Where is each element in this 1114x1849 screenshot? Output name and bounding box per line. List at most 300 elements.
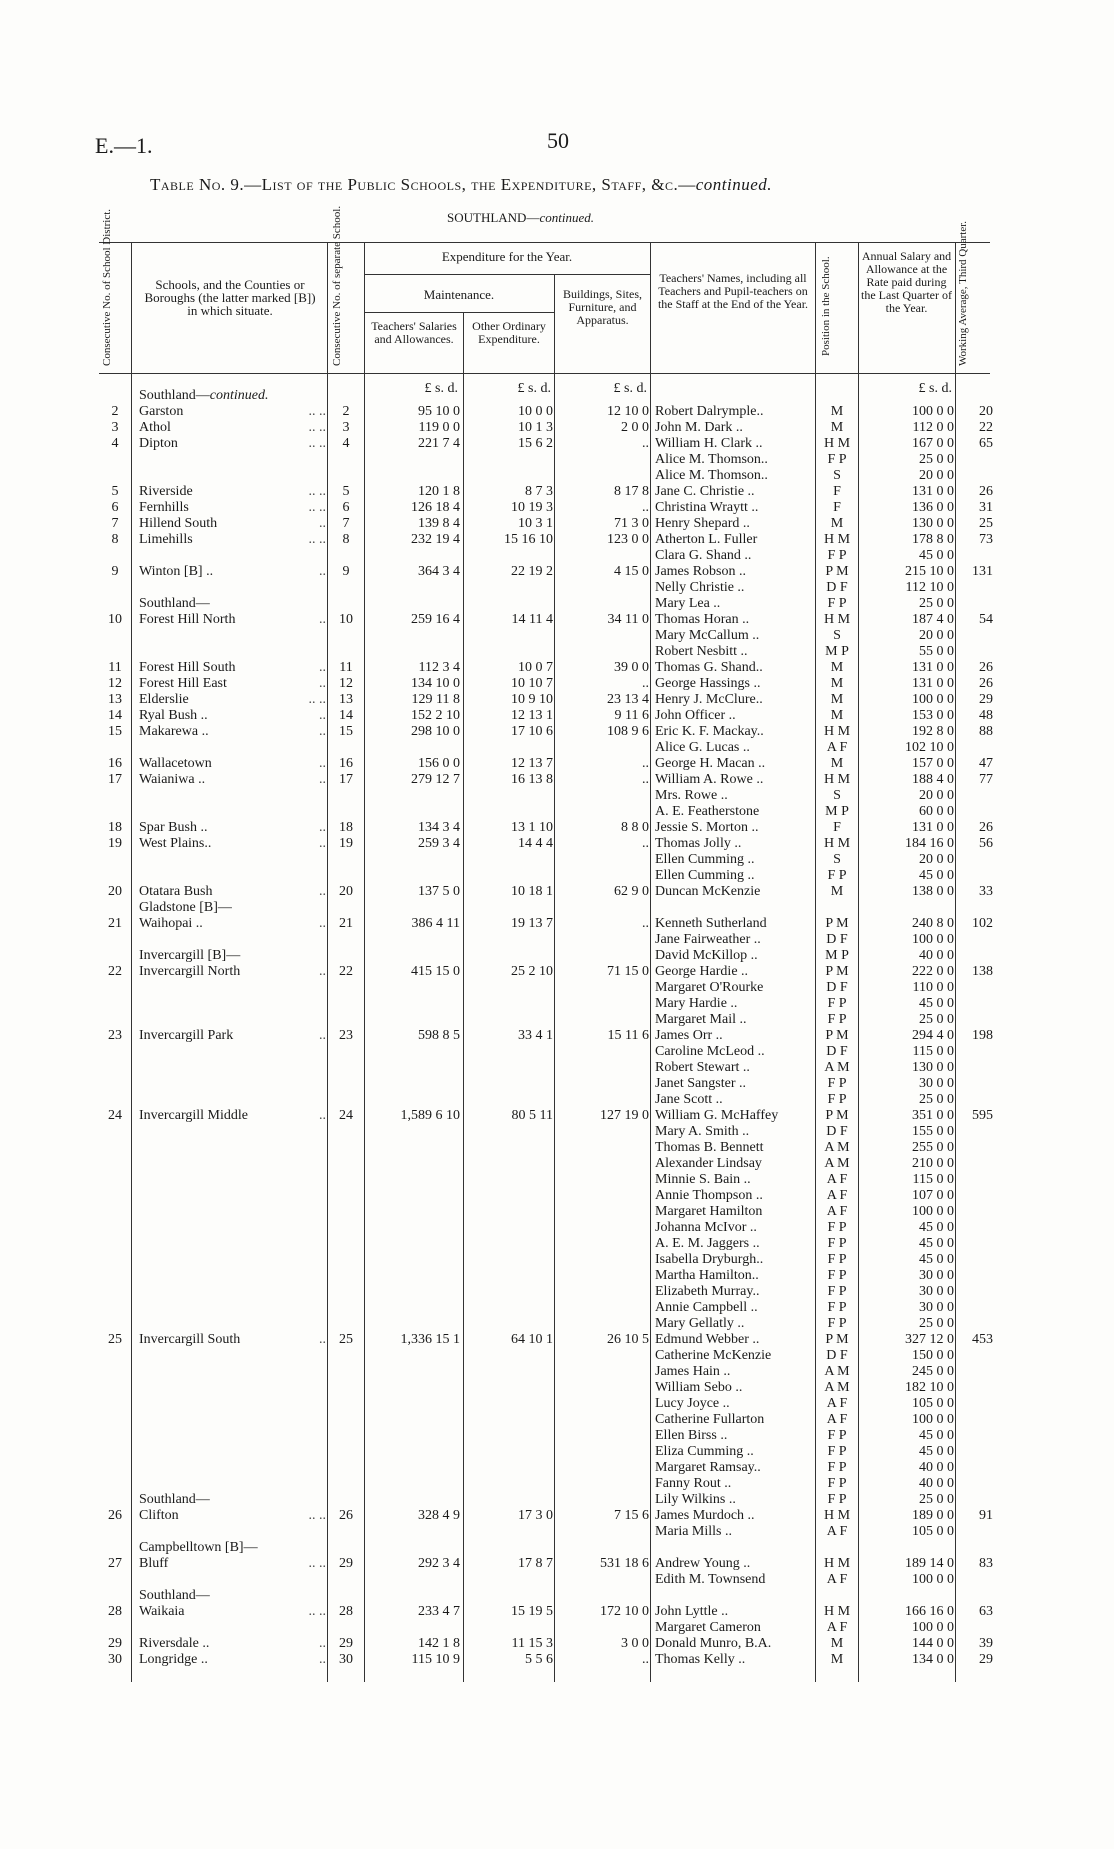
working-average: 39 — [979, 1636, 993, 1651]
leader-dots: .. .. — [308, 532, 326, 547]
school-number: 23 — [339, 1028, 353, 1043]
teacher-name: David McKillop .. — [655, 948, 758, 963]
teacher-name: Mary McCallum .. — [655, 628, 760, 643]
working-average: 77 — [979, 772, 993, 787]
salaries-amount: 364 3 4 — [418, 564, 460, 579]
district-number: 3 — [111, 420, 119, 435]
leader-dots: .. — [319, 1108, 326, 1123]
position: H M — [823, 612, 851, 627]
position: M — [830, 660, 844, 675]
other-expenditure-amount: 17 3 0 — [518, 1508, 553, 1523]
district-number: 27 — [108, 1556, 122, 1571]
leader-dots: .. — [319, 820, 326, 835]
other-expenditure-amount: 14 4 4 — [518, 836, 553, 851]
working-average: 63 — [979, 1604, 993, 1619]
buildings-amount: 9 11 6 — [614, 708, 649, 723]
school-name: Limehills — [139, 532, 193, 547]
annual-salary: 30 0 0 — [919, 1300, 954, 1315]
table-top-rule — [99, 242, 990, 243]
col-divider-9 — [955, 242, 956, 1682]
position: M — [830, 420, 844, 435]
annual-salary: 166 16 0 — [905, 1604, 954, 1619]
school-number: 10 — [339, 612, 353, 627]
teacher-name: Janet Sangster .. — [655, 1076, 746, 1091]
teacher-name: Robert Stewart .. — [655, 1060, 750, 1075]
school-name: Winton [B] .. — [139, 564, 214, 579]
annual-salary: 45 0 0 — [919, 1444, 954, 1459]
position: A M — [824, 1364, 850, 1379]
position: D F — [826, 1348, 848, 1363]
leader-dots: .. .. — [308, 692, 326, 707]
position: F P — [827, 996, 847, 1011]
leader-dots: .. — [319, 612, 326, 627]
leader-dots: .. .. — [308, 1508, 326, 1523]
school-name: Waihopai .. — [139, 916, 203, 931]
school-number: 30 — [339, 1652, 353, 1667]
other-expenditure-amount: 15 19 5 — [511, 1604, 553, 1619]
teacher-name: Annie Thompson .. — [655, 1188, 763, 1203]
school-name: Forest Hill East — [139, 676, 227, 691]
working-average: 54 — [979, 612, 993, 627]
teacher-name: James Murdoch .. — [655, 1508, 755, 1523]
working-average: 26 — [979, 660, 993, 675]
col-divider-3 — [364, 242, 365, 1682]
leader-dots: .. — [319, 884, 326, 899]
salaries-amount: 156 0 0 — [418, 756, 460, 771]
annual-salary: 100 0 0 — [912, 404, 954, 419]
working-average: 73 — [979, 532, 993, 547]
school-name: Makarewa .. — [139, 724, 209, 739]
school-name: Bluff — [139, 1556, 169, 1571]
working-average: 26 — [979, 820, 993, 835]
working-average: 22 — [979, 420, 993, 435]
position: F P — [827, 452, 847, 467]
teacher-name: Alexander Lindsay — [655, 1156, 762, 1171]
annual-salary: 134 0 0 — [912, 1652, 954, 1667]
position: A F — [826, 1396, 848, 1411]
annual-salary: 115 0 0 — [912, 1044, 954, 1059]
teacher-name: Elizabeth Murray.. — [655, 1284, 760, 1299]
teacher-name: Mary Hardie .. — [655, 996, 738, 1011]
position: A F — [826, 740, 848, 755]
salaries-amount: 415 15 0 — [411, 964, 460, 979]
buildings-amount: .. — [642, 436, 649, 451]
school-number: 2 — [342, 404, 350, 419]
buildings-amount: .. — [642, 772, 649, 787]
other-expenditure-amount: 11 15 3 — [511, 1636, 553, 1651]
leader-dots: .. .. — [308, 436, 326, 451]
position: H M — [823, 724, 851, 739]
district-number: 19 — [108, 836, 122, 851]
annual-salary: 153 0 0 — [912, 708, 954, 723]
annual-salary: 107 0 0 — [912, 1188, 954, 1203]
position: P M — [825, 564, 849, 579]
school-name: Riverside — [139, 484, 193, 499]
school-name-suffix: continued. — [209, 388, 269, 403]
page-number: 50 — [547, 128, 569, 153]
currency-buildings: £ s. d. — [613, 381, 647, 396]
teacher-name: Jane C. Christie .. — [655, 484, 755, 499]
other-expenditure-amount: 10 19 3 — [511, 500, 553, 515]
position: P M — [825, 964, 849, 979]
working-average: 83 — [979, 1556, 993, 1571]
leader-dots: .. — [319, 1332, 326, 1347]
annual-salary: 182 10 0 — [905, 1380, 954, 1395]
teacher-name: James Robson .. — [655, 564, 746, 579]
other-expenditure-amount: 22 19 2 — [511, 564, 553, 579]
hdr-schools: Schools, and the Counties or Boroughs (the latter marked [B]) in which situate. — [144, 277, 316, 318]
district-number: 20 — [108, 884, 122, 899]
position: F P — [827, 1236, 847, 1251]
school-name: Waianiwa .. — [139, 772, 206, 787]
annual-salary: 184 16 0 — [905, 836, 954, 851]
working-average: 131 — [972, 564, 993, 579]
teacher-name: Thomas Jolly .. — [655, 836, 742, 851]
annual-salary: 192 8 0 — [912, 724, 954, 739]
position: F P — [827, 1252, 847, 1267]
district-number: 16 — [108, 756, 122, 771]
annual-salary: 25 0 0 — [919, 1316, 954, 1331]
position: M P — [825, 644, 849, 659]
teacher-name: Jane Scott .. — [655, 1092, 723, 1107]
school-number: 17 — [339, 772, 353, 787]
teacher-name: George Hassings .. — [655, 676, 761, 691]
table-header-rule — [99, 373, 990, 374]
leader-dots: .. — [319, 772, 326, 787]
teacher-name: John Officer .. — [655, 708, 736, 723]
position: A F — [826, 1412, 848, 1427]
school-number: 20 — [339, 884, 353, 899]
position: A F — [826, 1572, 848, 1587]
col-divider-8 — [858, 242, 859, 1682]
district-number: 13 — [108, 692, 122, 707]
buildings-amount: .. — [642, 676, 649, 691]
position: F P — [827, 1460, 847, 1475]
salaries-amount: 259 3 4 — [418, 836, 460, 851]
buildings-amount: 127 19 0 — [600, 1108, 649, 1123]
school-number: 4 — [342, 436, 350, 451]
position: H M — [823, 1604, 851, 1619]
district-number: 24 — [108, 1108, 122, 1123]
col-divider-2 — [327, 242, 328, 1682]
district-number: 8 — [111, 532, 119, 547]
annual-salary: 45 0 0 — [919, 996, 954, 1011]
hdr-maintenance: Maintenance. — [423, 287, 495, 302]
annual-salary: 157 0 0 — [912, 756, 954, 771]
district-number: 23 — [108, 1028, 122, 1043]
leader-dots: .. — [319, 1028, 326, 1043]
working-average: 25 — [979, 516, 993, 531]
subtitle-suffix: continued. — [539, 210, 594, 225]
position: M — [830, 756, 844, 771]
table-title-main: Table No. 9.—List of the Public Schools, the Expenditure, Staff, &c.— — [150, 175, 696, 194]
working-average: 26 — [979, 676, 993, 691]
other-expenditure-amount: 10 0 7 — [518, 660, 553, 675]
school-name: Garston — [139, 404, 184, 419]
annual-salary: 20 0 0 — [919, 788, 954, 803]
currency-other: £ s. d. — [517, 381, 551, 396]
district-number: 2 — [111, 404, 119, 419]
annual-salary: 45 0 0 — [919, 868, 954, 883]
other-expenditure-amount: 10 1 3 — [518, 420, 553, 435]
leader-dots: .. .. — [308, 404, 326, 419]
table-title-suffix: continued. — [695, 175, 773, 194]
working-average: 31 — [979, 500, 993, 515]
other-expenditure-amount: 80 5 11 — [511, 1108, 553, 1123]
teacher-name: Eric K. F. Mackay.. — [655, 724, 764, 739]
report-code: E.—1. — [95, 133, 153, 158]
school-number: 28 — [339, 1604, 353, 1619]
other-expenditure-amount: 10 10 7 — [511, 676, 553, 691]
teacher-name: Mary A. Smith .. — [655, 1124, 750, 1139]
annual-salary: 131 0 0 — [912, 484, 954, 499]
school-number: 8 — [342, 532, 350, 547]
annual-salary: 131 0 0 — [912, 660, 954, 675]
buildings-amount: 531 18 6 — [600, 1556, 649, 1571]
school-number: 29 — [339, 1636, 353, 1651]
table-title — [150, 175, 772, 195]
position: F — [833, 500, 841, 515]
school-name: Dipton — [139, 436, 178, 451]
teacher-name: Thomas G. Shand.. — [655, 660, 763, 675]
leader-dots: .. — [319, 564, 326, 579]
school-name: Elderslie — [139, 692, 189, 707]
school-number: 6 — [342, 500, 350, 515]
hdr-other: Other Ordinary Expenditure. — [472, 319, 546, 346]
teacher-name: Robert Dalrymple.. — [655, 404, 764, 419]
position: F P — [827, 1268, 847, 1283]
table-subtitle — [447, 210, 594, 226]
position: P M — [825, 916, 849, 931]
annual-salary: 40 0 0 — [919, 1476, 954, 1491]
hdr-teachers: Teachers' Names, including all Teachers and Pupil-teachers on the Staff at the End of the Year. — [657, 271, 809, 311]
position: M — [830, 1636, 844, 1651]
position: M — [830, 1652, 844, 1667]
leader-dots: .. — [319, 756, 326, 771]
other-expenditure-amount: 12 13 1 — [511, 708, 553, 723]
position: A M — [824, 1140, 850, 1155]
salaries-amount: 126 18 4 — [411, 500, 460, 515]
working-average: 26 — [979, 484, 993, 499]
buildings-amount: 15 11 6 — [607, 1028, 649, 1043]
teacher-name: Margaret O'Rourke — [655, 980, 764, 995]
salaries-amount: 1,589 6 10 — [400, 1108, 460, 1123]
working-average: 56 — [979, 836, 993, 851]
position: A M — [824, 1380, 850, 1395]
position: F — [833, 484, 841, 499]
buildings-amount: 23 13 4 — [607, 692, 649, 707]
district-number: 14 — [108, 708, 122, 723]
position: D F — [826, 932, 848, 947]
teacher-name: Edmund Webber .. — [655, 1332, 760, 1347]
annual-salary: 100 0 0 — [912, 1412, 954, 1427]
annual-salary: 20 0 0 — [919, 468, 954, 483]
working-average: 138 — [972, 964, 993, 979]
school-name: Waikaia — [139, 1604, 185, 1619]
position: M — [830, 516, 844, 531]
district-number: 10 — [108, 612, 122, 627]
district-number: 30 — [108, 1652, 122, 1667]
teacher-name: Mary Gellatly .. — [655, 1316, 745, 1331]
annual-salary: 215 10 0 — [905, 564, 954, 579]
annual-salary: 100 0 0 — [912, 1620, 954, 1635]
other-expenditure-amount: 16 13 8 — [511, 772, 553, 787]
district-number: 5 — [111, 484, 119, 499]
annual-salary: 112 10 0 — [905, 580, 954, 595]
annual-salary: 351 0 0 — [912, 1108, 954, 1123]
buildings-amount: 108 9 6 — [607, 724, 649, 739]
position: M — [830, 404, 844, 419]
teacher-name: Margaret Mail .. — [655, 1012, 747, 1027]
buildings-amount: 71 15 0 — [607, 964, 649, 979]
teacher-name: Nelly Christie .. — [655, 580, 745, 595]
annual-salary: 45 0 0 — [919, 548, 954, 563]
annual-salary: 30 0 0 — [919, 1268, 954, 1283]
district-number: 6 — [111, 500, 119, 515]
teacher-name: Thomas B. Bennett — [655, 1140, 764, 1155]
other-expenditure-amount: 13 1 10 — [511, 820, 553, 835]
salaries-amount: 112 3 4 — [418, 660, 460, 675]
annual-salary: 155 0 0 — [912, 1124, 954, 1139]
annual-salary: 245 0 0 — [912, 1364, 954, 1379]
annual-salary: 222 0 0 — [912, 964, 954, 979]
teacher-name: Henry Shepard .. — [655, 516, 750, 531]
annual-salary: 187 4 0 — [912, 612, 954, 627]
teacher-name: Annie Campbell .. — [655, 1300, 758, 1315]
annual-salary: 138 0 0 — [912, 884, 954, 899]
district-number: 17 — [108, 772, 122, 787]
teacher-name: Mrs. Rowe .. — [655, 788, 728, 803]
hdr-position: Position in the School. — [820, 256, 832, 356]
buildings-amount: 39 0 0 — [614, 660, 649, 675]
position: A F — [826, 1172, 848, 1187]
teacher-name: Lily Wilkins .. — [655, 1492, 736, 1507]
teacher-name: Thomas Horan .. — [655, 612, 750, 627]
leader-dots: .. — [319, 708, 326, 723]
teacher-name: Margaret Ramsay.. — [655, 1460, 761, 1475]
hdr-consec-school: Consecutive No. of separate School. — [331, 205, 343, 366]
buildings-amount: .. — [642, 1652, 649, 1667]
position: D F — [826, 580, 848, 595]
district-number: 4 — [111, 436, 119, 451]
teacher-name: Minnie S. Bain .. — [655, 1172, 751, 1187]
school-name: Athol — [139, 420, 171, 435]
position: S — [833, 468, 841, 483]
working-average: 29 — [979, 692, 993, 707]
teacher-name: George Hardie .. — [655, 964, 749, 979]
annual-salary: 45 0 0 — [919, 1236, 954, 1251]
annual-salary: 100 0 0 — [912, 1204, 954, 1219]
position: H M — [823, 1556, 851, 1571]
buildings-amount: 71 3 0 — [614, 516, 649, 531]
district-number: 21 — [108, 916, 122, 931]
school-number: 21 — [339, 916, 353, 931]
teacher-name: Edith M. Townsend — [655, 1572, 766, 1587]
annual-salary: 131 0 0 — [912, 820, 954, 835]
col-divider-1 — [131, 242, 132, 1682]
position: F P — [827, 1444, 847, 1459]
other-expenditure-amount: 10 3 1 — [518, 516, 553, 531]
annual-salary: 144 0 0 — [912, 1636, 954, 1651]
district-number: 15 — [108, 724, 122, 739]
teacher-name: Alice M. Thomson.. — [655, 468, 768, 483]
teacher-name: Mary Lea .. — [655, 596, 721, 611]
school-number: 9 — [342, 564, 350, 579]
annual-salary: 130 0 0 — [912, 516, 954, 531]
teacher-name: Duncan McKenzie — [655, 884, 761, 899]
other-expenditure-amount: 10 0 0 — [518, 404, 553, 419]
position: F — [833, 820, 841, 835]
hdr-working: Working Average, Third Quarter. — [957, 220, 969, 366]
buildings-amount: 123 0 0 — [607, 532, 649, 547]
annual-salary: 45 0 0 — [919, 1220, 954, 1235]
salaries-amount: 298 10 0 — [411, 724, 460, 739]
school-name: Forest Hill North — [139, 612, 236, 627]
school-number: 11 — [339, 660, 353, 675]
col-divider-6 — [650, 242, 651, 1682]
other-expenditure-amount: 5 5 6 — [525, 1652, 553, 1667]
currency-salaries: £ s. d. — [424, 381, 458, 396]
teacher-name: Jane Fairweather .. — [655, 932, 761, 947]
teacher-name: A. E. M. Jaggers .. — [655, 1236, 760, 1251]
buildings-amount: 8 8 0 — [621, 820, 649, 835]
school-number: 3 — [342, 420, 350, 435]
school-name: Southland—continued. — [139, 388, 269, 403]
school-name: Wallacetown — [139, 756, 212, 771]
expenditure-rule — [364, 274, 650, 275]
salaries-amount: 142 1 8 — [418, 1636, 460, 1651]
teacher-name: Margaret Cameron — [655, 1620, 761, 1635]
school-number: 18 — [339, 820, 353, 835]
annual-salary: 131 0 0 — [912, 676, 954, 691]
salaries-amount: 95 10 0 — [418, 404, 460, 419]
salaries-amount: 134 10 0 — [411, 676, 460, 691]
currency-annual: £ s. d. — [918, 381, 952, 396]
buildings-amount: 26 10 5 — [607, 1332, 649, 1347]
school-name: Invercargill Middle — [139, 1108, 248, 1123]
leader-dots: .. — [319, 724, 326, 739]
position: D F — [826, 980, 848, 995]
salaries-amount: 232 19 4 — [411, 532, 460, 547]
teacher-name: John Lyttle .. — [655, 1604, 729, 1619]
salaries-amount: 279 12 7 — [411, 772, 460, 787]
position: S — [833, 852, 841, 867]
annual-salary: 25 0 0 — [919, 1092, 954, 1107]
teacher-name: Ellen Cumming .. — [655, 868, 755, 883]
annual-salary: 20 0 0 — [919, 628, 954, 643]
position: F P — [827, 1428, 847, 1443]
annual-salary: 150 0 0 — [912, 1348, 954, 1363]
buildings-amount: 62 9 0 — [614, 884, 649, 899]
teacher-name: James Hain .. — [655, 1364, 731, 1379]
leader-dots: .. — [319, 676, 326, 691]
position: S — [833, 788, 841, 803]
leader-dots: .. — [319, 1636, 326, 1651]
leader-dots: .. .. — [308, 1556, 326, 1571]
other-expenditure-amount: 33 4 1 — [518, 1028, 553, 1043]
teacher-name: Andrew Young .. — [655, 1556, 751, 1571]
other-expenditure-amount: 17 8 7 — [518, 1556, 553, 1571]
position: F P — [827, 1476, 847, 1491]
district-number: 18 — [108, 820, 122, 835]
salaries-amount: 137 5 0 — [418, 884, 460, 899]
school-name: Hillend South — [139, 516, 218, 531]
annual-salary: 189 0 0 — [912, 1508, 954, 1523]
annual-salary: 25 0 0 — [919, 1492, 954, 1507]
leader-dots: .. .. — [308, 500, 326, 515]
position: P M — [825, 1028, 849, 1043]
position: P M — [825, 1332, 849, 1347]
